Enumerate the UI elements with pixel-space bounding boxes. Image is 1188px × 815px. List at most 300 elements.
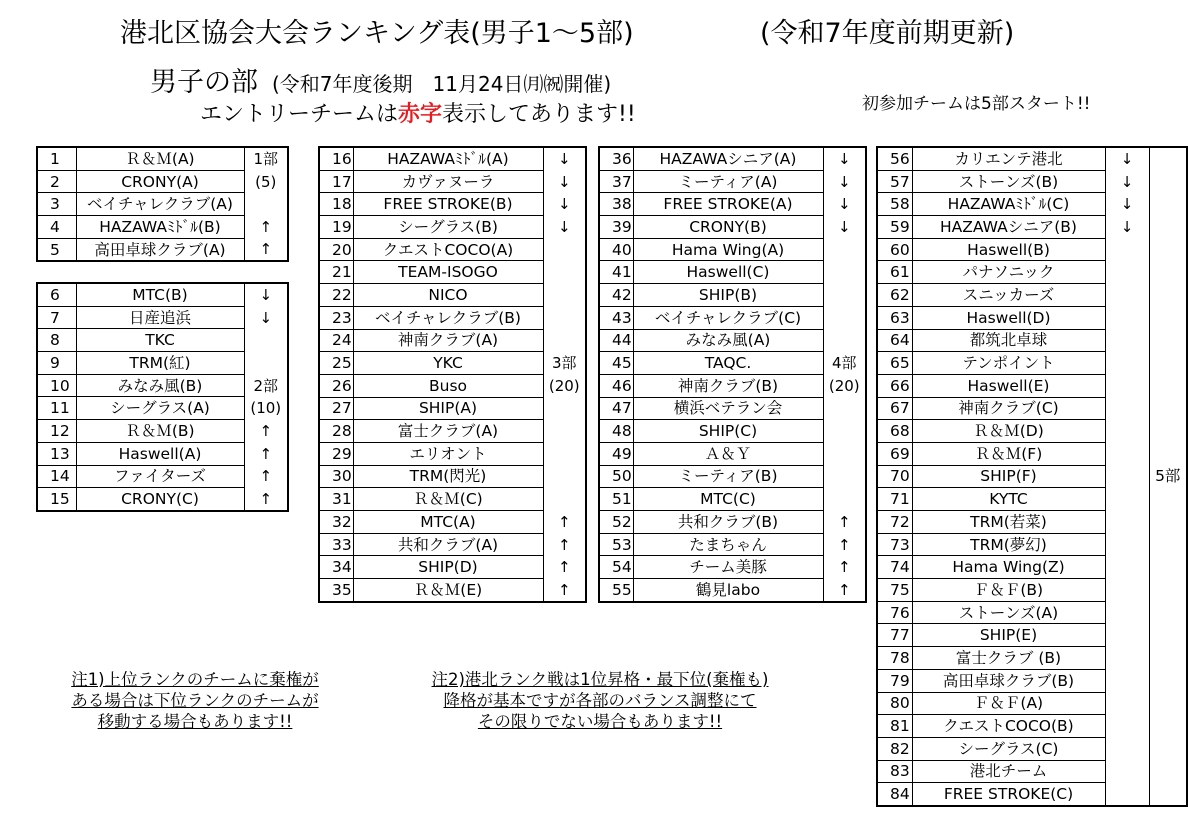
rank-number: 62 <box>877 284 912 307</box>
table-row <box>599 284 866 307</box>
table-row <box>319 579 586 602</box>
rank-number: 9 <box>37 352 76 375</box>
table-row <box>37 465 288 488</box>
rank-number: 30 <box>319 465 353 488</box>
division-table-4 <box>598 146 867 603</box>
title-update: (令和7年度前期更新) <box>760 18 1015 49</box>
table-row <box>877 692 1187 715</box>
rank-number: 44 <box>599 329 633 352</box>
rank-number: 8 <box>37 329 76 352</box>
rank-number: 31 <box>319 488 353 511</box>
rank-number: 13 <box>37 442 76 465</box>
movement-mark <box>823 397 866 420</box>
rank-number: 66 <box>877 374 912 397</box>
rank-number: 2 <box>37 170 76 193</box>
table-row <box>599 374 866 397</box>
team-name: パナソニック <box>912 261 1105 284</box>
movement-mark <box>823 442 866 465</box>
arrow-up-icon: ↑ <box>244 488 288 511</box>
team-name: Ｒ＆Ｍ(C) <box>353 488 543 511</box>
arrow-down-icon: ↓ <box>823 170 866 193</box>
table-row <box>37 216 288 239</box>
team-name: ミーティア(A) <box>633 170 823 193</box>
table-row <box>319 374 586 397</box>
page-title <box>0 14 1164 54</box>
rank-number: 70 <box>877 465 912 488</box>
team-name: SHIP(C) <box>633 420 823 443</box>
division-name: 2部 <box>244 374 288 397</box>
team-name: SHIP(A) <box>353 397 543 420</box>
team-name: HAZAWAシニア(A) <box>633 147 823 170</box>
movement-mark <box>1105 374 1149 397</box>
table-row <box>319 306 586 329</box>
table-row <box>37 193 288 216</box>
movement-mark <box>823 238 866 261</box>
table-row <box>319 442 586 465</box>
table-row <box>319 147 586 170</box>
rank-number: 73 <box>877 533 912 556</box>
division-count: (20) <box>823 374 866 397</box>
team-name: Buso <box>353 374 543 397</box>
rank-number: 6 <box>37 283 76 306</box>
movement-mark <box>1105 556 1149 579</box>
movement-mark <box>1105 261 1149 284</box>
team-name: Haswell(D) <box>912 306 1105 329</box>
team-name: SHIP(D) <box>353 556 543 579</box>
team-name: TRM(紅) <box>76 352 244 375</box>
arrow-up-icon: ↑ <box>543 579 586 602</box>
team-name: CRONY(A) <box>76 170 244 193</box>
division-name: 3部 <box>543 352 586 375</box>
rank-number: 72 <box>877 511 912 534</box>
table-row <box>877 193 1187 216</box>
rank-number: 65 <box>877 352 912 375</box>
table-row <box>599 579 866 602</box>
team-name: カヴァヌーラ <box>353 170 543 193</box>
movement-mark <box>543 488 586 511</box>
table-row <box>319 261 586 284</box>
table-row <box>37 352 288 375</box>
rank-number: 3 <box>37 193 76 216</box>
team-name: クエストCOCO(B) <box>912 715 1105 738</box>
table-row <box>37 238 288 261</box>
table-row <box>319 488 586 511</box>
team-name: Haswell(E) <box>912 374 1105 397</box>
table-row <box>319 352 586 375</box>
team-name: 港北チーム <box>912 760 1105 783</box>
table-row <box>37 329 288 352</box>
division-name: 5部 <box>1155 467 1181 486</box>
movement-mark <box>823 284 866 307</box>
rank-number: 46 <box>599 374 633 397</box>
rank-number: 39 <box>599 216 633 239</box>
rank-number: 71 <box>877 488 912 511</box>
team-name: NICO <box>353 284 543 307</box>
table-row <box>37 420 288 443</box>
arrow-up-icon: ↑ <box>543 511 586 534</box>
team-name: TRM(若菜) <box>912 511 1105 534</box>
rank-number: 54 <box>599 556 633 579</box>
rank-number: 17 <box>319 170 353 193</box>
table-row <box>37 147 288 170</box>
team-name: スニッカーズ <box>912 284 1105 307</box>
team-name: CRONY(C) <box>76 488 244 511</box>
team-name: Ｒ＆Ｍ(D) <box>912 420 1105 443</box>
table-row <box>877 511 1187 534</box>
rank-number: 55 <box>599 579 633 602</box>
team-name: Ｒ＆Ｍ(A) <box>76 147 244 170</box>
rank-number: 37 <box>599 170 633 193</box>
rank-number: 43 <box>599 306 633 329</box>
rank-number: 7 <box>37 306 76 329</box>
rank-number: 40 <box>599 238 633 261</box>
rank-number: 49 <box>599 442 633 465</box>
movement-mark <box>1105 624 1149 647</box>
rank-number: 81 <box>877 715 912 738</box>
team-name: カリエンテ港北 <box>912 147 1105 170</box>
table-row <box>877 261 1187 284</box>
note-line: 注2)港北ランク戦は1位昇格・最下位(棄権も) <box>431 670 769 689</box>
arrow-down-icon: ↓ <box>823 216 866 239</box>
rank-number: 41 <box>599 261 633 284</box>
table-row <box>319 193 586 216</box>
team-name: 高田卓球クラブ(A) <box>76 238 244 261</box>
team-name: HAZAWAﾐﾄﾞﾙ(C) <box>912 193 1105 216</box>
rank-number: 58 <box>877 193 912 216</box>
table-row <box>877 737 1187 760</box>
rank-number: 79 <box>877 669 912 692</box>
team-name: Hama Wing(A) <box>633 238 823 261</box>
team-name: MTC(C) <box>633 488 823 511</box>
rank-number: 83 <box>877 760 912 783</box>
team-name: みなみ風(A) <box>633 329 823 352</box>
movement-mark <box>1105 442 1149 465</box>
table-row <box>319 511 586 534</box>
team-name: FREE STROKE(A) <box>633 193 823 216</box>
team-name: FREE STROKE(B) <box>353 193 543 216</box>
movement-mark <box>244 352 288 375</box>
rank-number: 25 <box>319 352 353 375</box>
table-row <box>877 669 1187 692</box>
team-name: ミーティア(B) <box>633 465 823 488</box>
movement-mark <box>543 397 586 420</box>
rank-number: 33 <box>319 533 353 556</box>
team-name: シーグラス(A) <box>76 397 244 420</box>
team-name: 富士クラブ(A) <box>353 420 543 443</box>
arrow-down-icon: ↓ <box>543 170 586 193</box>
event-info: (令和7年度後期 11月24日㈪㈷開催) <box>272 72 612 96</box>
division-name: 1部 <box>244 147 288 170</box>
rank-number: 5 <box>37 238 76 261</box>
team-name: Ｒ＆Ｍ(E) <box>353 579 543 602</box>
movement-mark <box>1105 329 1149 352</box>
division-count: (5) <box>244 170 288 193</box>
rank-number: 42 <box>599 284 633 307</box>
team-name: Hama Wing(Z) <box>912 556 1105 579</box>
note-line: 移動する場合もあります!! <box>97 712 293 731</box>
rank-number: 69 <box>877 442 912 465</box>
table-row <box>877 601 1187 624</box>
table-row <box>877 442 1187 465</box>
table-row <box>319 329 586 352</box>
movement-mark <box>1105 647 1149 670</box>
table-row <box>599 533 866 556</box>
team-name: KYTC <box>912 488 1105 511</box>
team-name: 高田卓球クラブ(B) <box>912 669 1105 692</box>
team-name: MTC(B) <box>76 283 244 306</box>
table-row <box>599 420 866 443</box>
team-name: YKC <box>353 352 543 375</box>
movement-mark <box>823 261 866 284</box>
rank-number: 82 <box>877 737 912 760</box>
movement-mark <box>823 306 866 329</box>
table-row <box>599 170 866 193</box>
table-row <box>877 420 1187 443</box>
table-row <box>877 488 1187 511</box>
movement-mark <box>1105 715 1149 738</box>
note-line: その限りでない場合もあります!! <box>477 712 723 731</box>
team-name: テンポイント <box>912 352 1105 375</box>
table-row <box>599 216 866 239</box>
arrow-up-icon: ↑ <box>244 238 288 261</box>
rank-number: 1 <box>37 147 76 170</box>
team-name: Ｆ＆Ｆ(A) <box>912 692 1105 715</box>
table-row <box>877 329 1187 352</box>
movement-mark <box>543 329 586 352</box>
arrow-up-icon: ↑ <box>823 511 866 534</box>
table-row <box>877 465 1187 488</box>
movement-mark <box>1105 737 1149 760</box>
rank-number: 28 <box>319 420 353 443</box>
arrow-up-icon: ↑ <box>244 420 288 443</box>
rank-number: 53 <box>599 533 633 556</box>
movement-mark <box>823 465 866 488</box>
team-name: ストーンズ(A) <box>912 601 1105 624</box>
team-name: ベイチャレクラブ(A) <box>76 193 244 216</box>
movement-mark <box>1105 760 1149 783</box>
rank-number: 18 <box>319 193 353 216</box>
new-team-note: 初参加チームは5部スタート!! <box>862 94 1091 114</box>
team-name: ベイチャレクラブ(C) <box>633 306 823 329</box>
movement-mark <box>1105 352 1149 375</box>
team-name: たまちゃん <box>633 533 823 556</box>
table-row <box>319 238 586 261</box>
table-row <box>877 783 1187 806</box>
arrow-down-icon: ↓ <box>244 283 288 306</box>
table-row <box>319 420 586 443</box>
movement-mark <box>1105 397 1149 420</box>
table-row <box>877 216 1187 239</box>
team-name: Ｆ＆Ｆ(B) <box>912 579 1105 602</box>
team-name: TRM(閃光) <box>353 465 543 488</box>
table-row <box>599 352 866 375</box>
table-row <box>37 442 288 465</box>
movement-mark <box>1105 692 1149 715</box>
movement-mark <box>1105 238 1149 261</box>
table-row <box>877 397 1187 420</box>
table-row <box>877 579 1187 602</box>
entry-note-red: 赤字 <box>398 102 443 127</box>
arrow-down-icon: ↓ <box>543 193 586 216</box>
team-name: 共和クラブ(A) <box>353 533 543 556</box>
table-row <box>599 261 866 284</box>
rank-number: 63 <box>877 306 912 329</box>
division-table-1 <box>36 146 289 262</box>
movement-mark <box>823 329 866 352</box>
rank-number: 64 <box>877 329 912 352</box>
movement-mark <box>543 306 586 329</box>
rank-number: 51 <box>599 488 633 511</box>
section-title: 男子の部 <box>150 67 258 98</box>
movement-mark <box>1105 488 1149 511</box>
movement-mark <box>1105 669 1149 692</box>
table-row <box>319 284 586 307</box>
rank-number: 77 <box>877 624 912 647</box>
rank-number: 45 <box>599 352 633 375</box>
table-row <box>877 533 1187 556</box>
movement-mark <box>1105 465 1149 488</box>
team-name: 鶴見labo <box>633 579 823 602</box>
team-name: HAZAWAﾐﾄﾞﾙ(B) <box>76 216 244 239</box>
team-name: 神南クラブ(B) <box>633 374 823 397</box>
team-name: TAQC. <box>633 352 823 375</box>
team-name: Ａ＆Ｙ <box>633 442 823 465</box>
section-heading <box>150 66 611 103</box>
table-row <box>319 556 586 579</box>
movement-mark <box>543 261 586 284</box>
movement-mark <box>244 329 288 352</box>
rank-number: 57 <box>877 170 912 193</box>
rank-number: 75 <box>877 579 912 602</box>
table-row <box>599 306 866 329</box>
arrow-down-icon: ↓ <box>1105 193 1149 216</box>
division-table-5 <box>876 146 1188 807</box>
table-row <box>319 216 586 239</box>
rank-number: 20 <box>319 238 353 261</box>
rank-number: 23 <box>319 306 353 329</box>
rank-number: 27 <box>319 397 353 420</box>
rank-number: 80 <box>877 692 912 715</box>
team-name: TRM(夢幻) <box>912 533 1105 556</box>
team-name: ベイチャレクラブ(B) <box>353 306 543 329</box>
entry-note-prefix: エントリーチームは <box>200 102 399 127</box>
rank-number: 11 <box>37 397 76 420</box>
team-name: 横浜ベテラン会 <box>633 397 823 420</box>
division-count: (20) <box>543 374 586 397</box>
table-row <box>37 283 288 306</box>
movement-mark <box>1105 601 1149 624</box>
arrow-up-icon: ↑ <box>543 533 586 556</box>
movement-mark <box>1105 579 1149 602</box>
division-table-3 <box>318 146 587 603</box>
table-row <box>319 170 586 193</box>
team-name: 神南クラブ(A) <box>353 329 543 352</box>
table-row <box>877 760 1187 783</box>
movement-mark <box>1105 284 1149 307</box>
arrow-down-icon: ↓ <box>244 306 288 329</box>
team-name: 都筑北卓球 <box>912 329 1105 352</box>
table-row <box>599 397 866 420</box>
rank-number: 76 <box>877 601 912 624</box>
table-row <box>877 306 1187 329</box>
rank-number: 67 <box>877 397 912 420</box>
team-name: みなみ風(B) <box>76 374 244 397</box>
table-row <box>319 397 586 420</box>
movement-mark <box>543 238 586 261</box>
rank-number: 74 <box>877 556 912 579</box>
table-row <box>37 488 288 511</box>
team-name: クエストCOCO(A) <box>353 238 543 261</box>
movement-mark <box>244 193 288 216</box>
table-row <box>877 624 1187 647</box>
table-row <box>37 397 288 420</box>
arrow-up-icon: ↑ <box>823 579 866 602</box>
movement-mark <box>543 420 586 443</box>
arrow-down-icon: ↓ <box>1105 170 1149 193</box>
table-row <box>877 147 1187 170</box>
division-count: (10) <box>244 397 288 420</box>
rank-number: 29 <box>319 442 353 465</box>
team-name: Haswell(B) <box>912 238 1105 261</box>
team-name: HAZAWAﾐﾄﾞﾙ(A) <box>353 147 543 170</box>
arrow-down-icon: ↓ <box>543 216 586 239</box>
movement-mark <box>1105 306 1149 329</box>
title-main: 港北区協会大会ランキング表(男子1～5部) <box>120 18 634 49</box>
arrow-down-icon: ↓ <box>823 193 866 216</box>
team-name: HAZAWAシニア(B) <box>912 216 1105 239</box>
rank-number: 19 <box>319 216 353 239</box>
team-name: FREE STROKE(C) <box>912 783 1105 806</box>
team-name: TEAM-ISOGO <box>353 261 543 284</box>
table-row <box>877 284 1187 307</box>
table-row <box>599 442 866 465</box>
rank-number: 21 <box>319 261 353 284</box>
table-row <box>599 465 866 488</box>
movement-mark <box>543 284 586 307</box>
movement-mark <box>1105 511 1149 534</box>
rank-number: 68 <box>877 420 912 443</box>
entry-note-suffix: 表示してあります!! <box>442 102 636 127</box>
team-name: ファイターズ <box>76 465 244 488</box>
rank-number: 38 <box>599 193 633 216</box>
arrow-up-icon: ↑ <box>823 556 866 579</box>
team-name: シーグラス(C) <box>912 737 1105 760</box>
rank-number: 56 <box>877 147 912 170</box>
team-name: CRONY(B) <box>633 216 823 239</box>
note-line: 降格が基本ですが各部のバランス調整にて <box>443 691 757 710</box>
table-row <box>37 306 288 329</box>
rank-number: 32 <box>319 511 353 534</box>
team-name: ストーンズ(B) <box>912 170 1105 193</box>
rank-number: 34 <box>319 556 353 579</box>
table-row <box>877 374 1187 397</box>
rank-number: 22 <box>319 284 353 307</box>
table-row <box>877 170 1187 193</box>
team-name: エリオント <box>353 442 543 465</box>
table-row <box>599 329 866 352</box>
rank-number: 50 <box>599 465 633 488</box>
table-row <box>37 170 288 193</box>
team-name: MTC(A) <box>353 511 543 534</box>
rank-number: 36 <box>599 147 633 170</box>
table-row <box>877 556 1187 579</box>
note-2 <box>405 669 795 732</box>
movement-mark <box>823 420 866 443</box>
table-row <box>599 238 866 261</box>
table-row <box>877 647 1187 670</box>
rank-number: 59 <box>877 216 912 239</box>
table-row <box>877 238 1187 261</box>
